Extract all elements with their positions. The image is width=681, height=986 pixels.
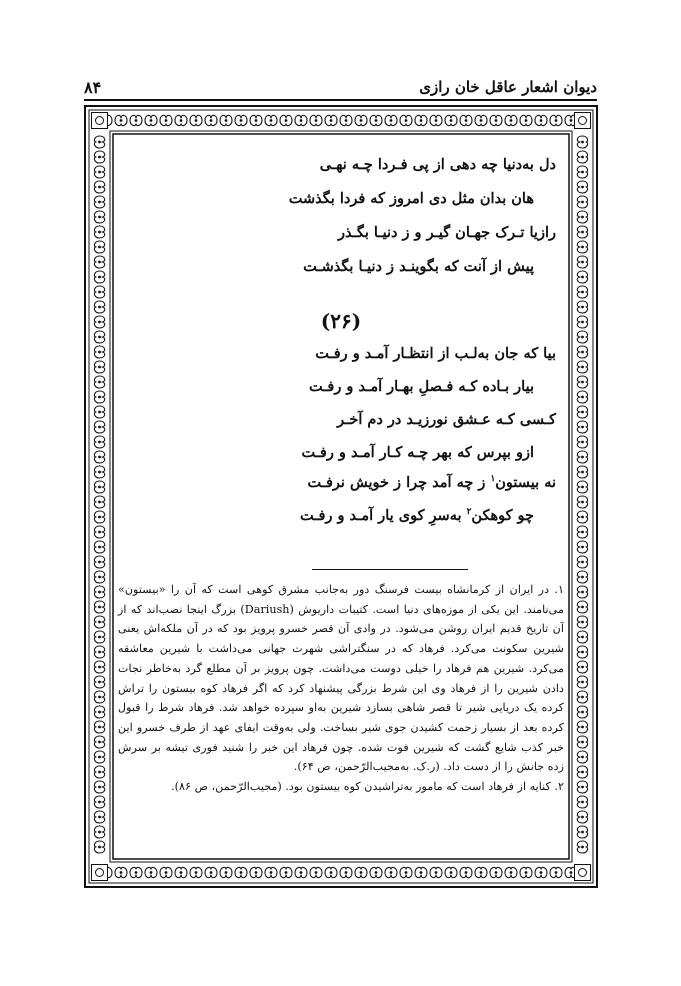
border-motif bbox=[577, 526, 587, 538]
border-motif bbox=[94, 511, 104, 523]
border-motif bbox=[577, 316, 587, 328]
border-motif bbox=[577, 361, 587, 373]
border-motif bbox=[94, 661, 104, 673]
border-motif bbox=[94, 571, 104, 583]
border-motif bbox=[94, 481, 104, 493]
header-rule bbox=[84, 99, 597, 101]
page-number: ۸۴ bbox=[84, 78, 102, 97]
border-motif bbox=[94, 196, 104, 208]
border-motif bbox=[577, 796, 587, 808]
border-motif bbox=[325, 115, 337, 125]
verse-line: هان بدان مثل دی امروز که فردا بگذشت bbox=[288, 190, 534, 207]
border-motif bbox=[415, 115, 427, 125]
border-motif bbox=[145, 115, 157, 125]
border-motif bbox=[94, 766, 104, 778]
border-motif bbox=[94, 676, 104, 688]
border-motif bbox=[94, 316, 104, 328]
verse-fragment: چو کوهکن bbox=[471, 507, 534, 524]
border-motif bbox=[577, 256, 587, 268]
border-motif bbox=[577, 211, 587, 223]
border-motif bbox=[265, 867, 277, 877]
border-motif bbox=[415, 867, 427, 877]
border-motif bbox=[550, 115, 562, 125]
border-motif bbox=[94, 541, 104, 553]
border-motif bbox=[340, 115, 352, 125]
border-motif bbox=[430, 115, 442, 125]
border-motif bbox=[205, 867, 217, 877]
border-motif bbox=[235, 115, 247, 125]
border-motif bbox=[577, 406, 587, 418]
verse-line: بیار بـاده کـه فـصلِ بهـار آمـد و رفـت bbox=[308, 378, 534, 395]
border-corner bbox=[92, 865, 108, 881]
border-motif bbox=[94, 256, 104, 268]
border-motif bbox=[94, 406, 104, 418]
border-motif bbox=[445, 867, 457, 877]
border-motif bbox=[220, 115, 232, 125]
poem-number: (۲۶) bbox=[320, 309, 362, 333]
verse-line: ازو بپرس که بهر چـه کـار آمـد و رفـت bbox=[301, 444, 534, 461]
border-motif bbox=[535, 115, 547, 125]
border-motif bbox=[295, 115, 307, 125]
verse-line: کـسی کـه عـشق نورزیـد در دم آخـر bbox=[337, 411, 556, 428]
border-motif bbox=[577, 721, 587, 733]
border-motif bbox=[94, 691, 104, 703]
border-motif bbox=[94, 631, 104, 643]
border-motif bbox=[577, 661, 587, 673]
border-corner bbox=[575, 865, 591, 881]
border-motif bbox=[190, 115, 202, 125]
border-motif bbox=[250, 115, 262, 125]
border-motif bbox=[94, 136, 104, 148]
border-motif bbox=[520, 115, 532, 125]
border-motif bbox=[94, 736, 104, 748]
border-motif bbox=[94, 271, 104, 283]
border-motif bbox=[577, 511, 587, 523]
border-motif bbox=[94, 241, 104, 253]
border-motif bbox=[577, 481, 587, 493]
running-header-title: دیوان اشعار عاقل خان رازی bbox=[419, 78, 597, 96]
footnote-separator bbox=[312, 569, 468, 570]
border-motif bbox=[577, 436, 587, 448]
border-motif bbox=[310, 867, 322, 877]
verse-line: بیا که جان به‌لـب از انتظـار آمـد و رفـت bbox=[315, 345, 556, 362]
border-motif bbox=[535, 867, 547, 877]
border-motif bbox=[94, 166, 104, 178]
border-motif bbox=[577, 466, 587, 478]
border-motif bbox=[577, 736, 587, 748]
border-motif bbox=[577, 676, 587, 688]
border-motif bbox=[577, 166, 587, 178]
footnote-text: کنایه از فرهاد است که مامور به‌تراشیدن کوه بیستون بود. (مجیب‌الرّحمن، ص ۸۶). bbox=[171, 780, 551, 794]
border-motif bbox=[94, 451, 104, 463]
border-motif bbox=[577, 766, 587, 778]
border-motif bbox=[475, 867, 487, 877]
border-motif bbox=[577, 811, 587, 823]
border-motif bbox=[94, 436, 104, 448]
verse-line: رازیا تـرک جهـان گیـر و ز دنیـا بگـذر bbox=[337, 224, 556, 241]
border-corner bbox=[92, 113, 108, 129]
border-motif bbox=[577, 706, 587, 718]
border-motif bbox=[577, 751, 587, 763]
border-motif bbox=[475, 115, 487, 125]
border-motif bbox=[94, 466, 104, 478]
verse-line: دل به‌دنیا چه دهی از پی فـردا چـه نهـی bbox=[319, 156, 556, 173]
border-motif bbox=[577, 631, 587, 643]
verse-line: پیش از آنت که بگوینـد ز دنیـا بگذشـت bbox=[303, 258, 534, 275]
footnote-number: ۲. bbox=[554, 780, 564, 794]
border-motif bbox=[160, 115, 172, 125]
footnote-ref-1: ۱ bbox=[490, 474, 496, 485]
border-motif bbox=[94, 601, 104, 613]
footnote-text: در ایران از کرمانشاه بیست فرسنگ دور به‌جانب مشرق کوهی است که آن را «بیستون» می‌نامند. این یکی از موزه‌های دنیا است. کتیبات داریوش (Dariush) بزرگ اینجا نصب‌اند که از آن تاریخ قدیم ایران روشن می‌شود. در وادی آن قصر خسرو پرویز بود که در آن ملکه‌اش یعنی شیرین سکونت می‌کرد. فرهاد که در سنگتراشی شهرت جهانی می‌داشت با شیرین معاشقه می‌کرد. شیرین هم فرهاد را خیلی دوست می‌داشت. چون پرویز بر آن مطلع گرد به‌خاطر نجات دادن شیرین را از فرهاد وی این شرط بزرگی پیشنهاد کرد که اگر فرهاد کوه بیستون را تراش کرده یک دریایی شیر تا قصر شاهی بسازد شیرین به‌او سپرده خواهد شد. فرهاد شرط را قبول کرده بعد از بسیار زحمت کشیدن جوی شیر بساخت. ولی به‌وقت ایفای عهد از طرف خسرو این خبر کذب شایع گشت که شیرین فوت شده. چون فرهاد این خبر را شنید فوری تیشه بر سرش زده جانش را از دست داد. (ر.ک. به‌مجیب‌الرّحمن، ص ۶۴). bbox=[118, 583, 564, 774]
border-motif bbox=[94, 346, 104, 358]
border-motif bbox=[577, 421, 587, 433]
border-motif bbox=[577, 331, 587, 343]
border-motif bbox=[94, 376, 104, 388]
border-motif bbox=[577, 346, 587, 358]
border-motif bbox=[94, 286, 104, 298]
border-motif bbox=[490, 115, 502, 125]
border-motif bbox=[577, 601, 587, 613]
border-motif bbox=[94, 331, 104, 343]
border-motif bbox=[577, 781, 587, 793]
border-motif bbox=[460, 115, 472, 125]
border-corner bbox=[575, 113, 591, 129]
border-motif bbox=[250, 867, 262, 877]
border-motif bbox=[577, 226, 587, 238]
border-motif bbox=[310, 115, 322, 125]
border-motif bbox=[115, 115, 127, 125]
footnote-2 bbox=[118, 777, 564, 797]
border-motif bbox=[370, 867, 382, 877]
border-motif bbox=[577, 616, 587, 628]
border-motif bbox=[577, 391, 587, 403]
verse-line bbox=[300, 507, 534, 524]
border-motif bbox=[577, 826, 587, 838]
border-motif bbox=[205, 115, 217, 125]
border-motif bbox=[94, 226, 104, 238]
border-motif bbox=[130, 867, 142, 877]
border-motif bbox=[577, 376, 587, 388]
border-motif bbox=[460, 867, 472, 877]
border-motif bbox=[94, 391, 104, 403]
border-motif bbox=[94, 301, 104, 313]
border-motif bbox=[94, 721, 104, 733]
border-motif bbox=[400, 115, 412, 125]
border-motif bbox=[160, 867, 172, 877]
border-motif bbox=[295, 867, 307, 877]
border-motif bbox=[355, 867, 367, 877]
border-motif bbox=[94, 586, 104, 598]
border-motif bbox=[400, 867, 412, 877]
border-motif bbox=[577, 691, 587, 703]
border-motif bbox=[265, 115, 277, 125]
border-motif bbox=[370, 115, 382, 125]
border-motif bbox=[220, 867, 232, 877]
footnote-number: ۱. bbox=[554, 583, 564, 596]
border-motif bbox=[94, 706, 104, 718]
border-motif bbox=[94, 496, 104, 508]
border-motif bbox=[550, 867, 562, 877]
border-motif bbox=[145, 867, 157, 877]
border-motif bbox=[577, 646, 587, 658]
border-motif bbox=[577, 151, 587, 163]
border-motif bbox=[175, 115, 187, 125]
border-motif bbox=[577, 181, 587, 193]
border-motif bbox=[505, 867, 517, 877]
footnote-ref-2: ۲ bbox=[466, 507, 472, 518]
border-motif bbox=[94, 616, 104, 628]
border-motif bbox=[130, 115, 142, 125]
border-motif bbox=[94, 556, 104, 568]
border-motif bbox=[94, 751, 104, 763]
border-motif bbox=[490, 867, 502, 877]
border-motif bbox=[280, 867, 292, 877]
border-motif bbox=[94, 421, 104, 433]
border-motif bbox=[577, 196, 587, 208]
border-motif bbox=[115, 867, 127, 877]
border-motif bbox=[175, 867, 187, 877]
border-motif bbox=[577, 541, 587, 553]
border-motif bbox=[190, 867, 202, 877]
border-motif bbox=[355, 115, 367, 125]
border-motif bbox=[577, 496, 587, 508]
border-motif bbox=[430, 867, 442, 877]
verse-fragment: به‌سرِ کوی یار آمـد و رفـت bbox=[300, 507, 467, 524]
border-motif bbox=[94, 181, 104, 193]
border-motif bbox=[577, 571, 587, 583]
border-motif bbox=[520, 867, 532, 877]
border-motif bbox=[94, 646, 104, 658]
border-motif bbox=[577, 241, 587, 253]
border-motif bbox=[94, 811, 104, 823]
border-motif bbox=[577, 286, 587, 298]
border-motif bbox=[577, 271, 587, 283]
footnote-1 bbox=[118, 580, 564, 777]
border-motif bbox=[385, 867, 397, 877]
border-motif bbox=[577, 136, 587, 148]
border-motif bbox=[577, 841, 587, 853]
border-motif bbox=[385, 115, 397, 125]
border-motif bbox=[445, 115, 457, 125]
border-motif bbox=[577, 451, 587, 463]
border-motif bbox=[94, 781, 104, 793]
border-motif bbox=[94, 361, 104, 373]
border-motif bbox=[577, 556, 587, 568]
border-motif bbox=[340, 867, 352, 877]
border-motif bbox=[235, 867, 247, 877]
border-motif bbox=[94, 841, 104, 853]
verse-line bbox=[308, 474, 556, 491]
footnotes bbox=[118, 580, 564, 797]
border-motif bbox=[577, 586, 587, 598]
border-motif bbox=[577, 301, 587, 313]
border-motif bbox=[94, 211, 104, 223]
verse-fragment: ز چه آمد چرا ز خویش نرفـت bbox=[307, 474, 491, 491]
border-motif bbox=[325, 867, 337, 877]
border-motif bbox=[280, 115, 292, 125]
border-motif bbox=[94, 151, 104, 163]
border-motif bbox=[505, 115, 517, 125]
border-motif bbox=[94, 796, 104, 808]
border-motif bbox=[94, 526, 104, 538]
border-motif bbox=[94, 826, 104, 838]
verse-fragment: نه بیستون bbox=[495, 474, 556, 491]
